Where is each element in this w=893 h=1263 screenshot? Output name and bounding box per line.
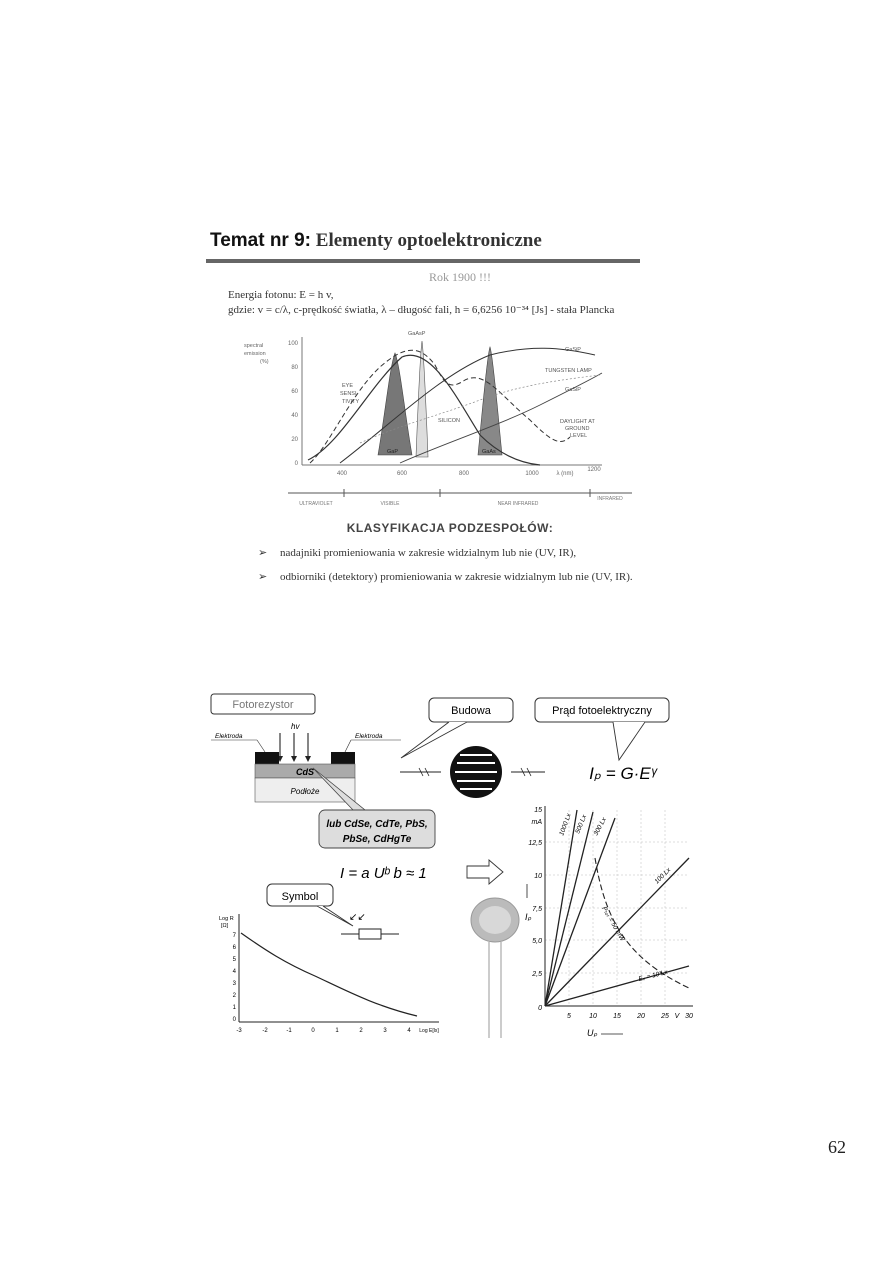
band-near-infrared: NEAR INFRARED: [497, 501, 539, 507]
iv-x-tick: 25: [661, 1013, 669, 1020]
iv-label-power-limit: Pₜₒₜ = 50 mW: [600, 905, 626, 943]
tungsten-label: TUNGSTEN LAMP: [545, 368, 592, 374]
iv-formula: I = a Uᵇ b ≈ 1: [340, 865, 427, 882]
iv-x-unit: V: [674, 1013, 680, 1020]
spectrum-y-tick: 0: [294, 461, 298, 467]
band-visible: VISIBLE: [380, 501, 400, 507]
photoresistor-figure: [205, 688, 705, 1048]
gasip2-label: GaSiP: [565, 387, 581, 393]
iv-y-tick: 7,5: [532, 906, 542, 913]
arrow-right-icon: [467, 860, 503, 884]
year-note: Rok 1900 !!!: [429, 270, 491, 284]
logr-x-tick: -2: [262, 1028, 268, 1034]
iv-x-symbol: Uₚ: [587, 1028, 598, 1038]
logr-y-tick: 1: [232, 1005, 236, 1011]
iv-line-500lx: [545, 812, 593, 1006]
materials-line-1: lub CdSe, CdTe, PbS,: [326, 819, 428, 830]
logr-y-tick: 5: [232, 957, 236, 963]
topic-label: Temat nr 9:: [210, 230, 312, 251]
construction-callout-text: Budowa: [451, 705, 491, 717]
logr-x-tick: 0: [311, 1028, 315, 1034]
electrode-left: [255, 752, 279, 764]
logr-y-tick: 4: [232, 969, 236, 975]
iv-y-symbol: Iₚ: [525, 912, 532, 922]
iv-y-unit: mA: [531, 819, 542, 826]
gaas-emission-peak: [478, 347, 502, 455]
iv-y-tick: 15: [534, 807, 542, 814]
daylight-label-1: DAYLIGHT AT: [560, 419, 595, 425]
spectrum-x-tick: 800: [458, 471, 470, 477]
symbol-callout-text: Symbol: [281, 891, 319, 903]
iv-label-500lx: 500 Lx: [574, 814, 589, 835]
spectrum-y-tick: 20: [291, 437, 298, 443]
logr-y-tick: 6: [232, 945, 236, 951]
gaasp-label: GaAsP: [408, 331, 426, 337]
iv-x-tick: 15: [613, 1013, 621, 1020]
iv-x-tick: 10: [589, 1013, 597, 1020]
electrode-right-label: Elektroda: [355, 733, 383, 740]
list-item-text: nadajniki promieniowania w zakresie widzialnym lub nie (UV, IR),: [280, 547, 577, 559]
iv-y-tick: 10: [534, 873, 542, 880]
electrode-right: [331, 752, 355, 764]
spectrum-y-tick: 40: [291, 413, 298, 419]
page-number: 62: [828, 1137, 846, 1157]
page-title: [210, 230, 542, 252]
topic-title: Elementy optoelektroniczne: [315, 230, 542, 251]
tungsten-lamp-curve: [340, 348, 595, 463]
hv-label: hv: [291, 722, 300, 731]
cds-label: CdS: [296, 767, 314, 777]
gap-label: GaP: [387, 449, 399, 455]
spectrum-y-label-3: (%): [260, 359, 269, 365]
photocurrent-formula: Iₚ = G·Eᵞ: [589, 764, 657, 783]
list-item-text: odbiorniki (detektory) promieniowania w zakresie widzialnym lub nie (UV, IR).: [280, 571, 633, 583]
eye-label-3: TIVITY: [342, 399, 360, 405]
logr-x-label: Log E[lx]: [419, 1028, 439, 1034]
spectrum-y-tick: 60: [291, 389, 298, 395]
logr-x-tick: 3: [383, 1028, 387, 1034]
iv-y-tick: 12,5: [528, 840, 542, 847]
spectrum-x-tick: 400: [336, 471, 348, 477]
spectrum-x-unit: λ (nm): [556, 471, 574, 477]
photon-energy-formula: Energia fotonu: E = h v,: [228, 289, 334, 301]
resistance-curve: [241, 933, 417, 1016]
spectrum-y-tick: 100: [287, 341, 298, 347]
logr-y-tick: 2: [232, 993, 236, 999]
logr-x-tick: 4: [407, 1028, 411, 1034]
iv-label-10lx: Eᵥ = 10 Lx: [637, 968, 669, 983]
list-item: [258, 570, 633, 583]
logr-y-tick: 3: [232, 981, 236, 987]
spectrum-y-tick: 80: [291, 365, 298, 371]
band-infrared: INFRARED: [597, 496, 623, 502]
daylight-label-3: LEVEL: [570, 433, 588, 439]
photoresistor-title: Fotorezystor: [232, 699, 294, 711]
spectrum-x-tick: 1200: [587, 467, 601, 473]
spectrum-x-tick: 600: [396, 471, 408, 477]
logr-y-tick: 7: [232, 933, 236, 939]
eye-label-2: SENSI-: [340, 391, 359, 397]
logr-y-label-1: Log R: [219, 916, 234, 922]
iv-label-1000lx: 1000 Lx: [558, 812, 573, 837]
gaas-label: GaAs: [482, 449, 496, 455]
gap-emission-peak: [378, 353, 412, 455]
logr-y-tick: 0: [232, 1017, 236, 1023]
iv-x-tick: 5: [567, 1013, 571, 1020]
logr-y-label-2: [Ω]: [221, 923, 229, 929]
title-rule: [206, 259, 640, 263]
logr-x-tick: -3: [236, 1028, 242, 1034]
bullet-arrow-icon: ➢: [258, 571, 268, 583]
bullet-arrow-icon: ➢: [258, 547, 268, 559]
materials-line-2: PbSe, CdHgTe: [342, 834, 412, 845]
iv-y-tick: 0: [538, 1005, 542, 1012]
substrate-label: Podłoże: [290, 787, 320, 796]
photoresistor-symbol: [359, 929, 381, 939]
iv-x-tick: 30: [685, 1013, 693, 1020]
spectrum-x-tick: 1000: [525, 471, 539, 477]
symbol-light-arrows-icon: ↙↙: [349, 912, 366, 923]
iv-y-tick: 5,0: [532, 938, 542, 945]
gasip-label: GaSiP: [565, 347, 581, 353]
iv-y-tick: 2,5: [532, 971, 542, 978]
iv-label-100lx: 100 Lx: [653, 866, 673, 886]
electrode-left-label: Elektroda: [215, 733, 243, 740]
photocurrent-callout-text: Prąd fotoelektryczny: [552, 705, 652, 717]
spectral-emission-chart: [240, 325, 640, 515]
spectrum-y-label-1: spectral: [244, 343, 264, 349]
classification-heading: KLASYFIKACJA PODZESPOŁÓW:: [346, 521, 554, 535]
spectrum-y-label-2: emission: [244, 351, 266, 357]
logr-x-tick: 2: [359, 1028, 363, 1034]
photon-energy-legend: gdzie: v = c/λ, c-prędkość światła, λ – długość fali, h = 6,6256 10⁻³⁴ [Js] - stała Plancka: [228, 304, 615, 316]
iv-label-300lx: 300 Lx: [592, 816, 608, 837]
eye-label-1: EYE: [342, 383, 354, 389]
logr-x-tick: -1: [286, 1028, 292, 1034]
band-ultraviolet: ULTRAVIOLET: [299, 501, 333, 507]
list-item: [258, 546, 576, 559]
iv-x-tick: 20: [637, 1013, 645, 1020]
logr-x-tick: 1: [335, 1028, 339, 1034]
silicon-label: SILICON: [438, 418, 461, 424]
daylight-label-2: GROUND: [565, 426, 590, 432]
